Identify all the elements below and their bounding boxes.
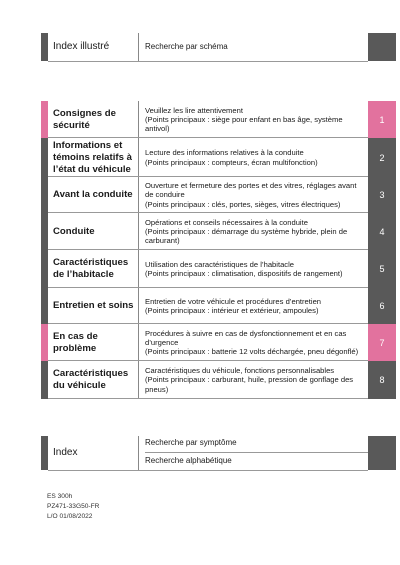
section-description-line: Ouverture et fermeture des portes et des vitres, réglages avant de conduire bbox=[145, 181, 357, 200]
section-title: Caractéristiques de l’habitacle bbox=[53, 257, 129, 280]
section-tab bbox=[41, 177, 48, 213]
section-row[interactable] bbox=[41, 324, 396, 361]
index-link-alpha[interactable]: Recherche alphabétique bbox=[145, 456, 232, 466]
section-tab bbox=[41, 213, 48, 250]
section-number-tab[interactable]: 7 bbox=[368, 324, 396, 361]
section-description-line: Entretien de votre véhicule et procédures d’entretien bbox=[145, 296, 322, 306]
section-description-line: (Points principaux : clés, portes, sièges, vitres électriques) bbox=[145, 199, 341, 209]
index-illustre-number-tab bbox=[368, 33, 396, 61]
section-number-tab[interactable]: 8 bbox=[368, 361, 396, 399]
section-description-line: (Points principaux : siège pour enfant en bas âge, système antivol) bbox=[145, 114, 343, 134]
section-description bbox=[139, 250, 368, 288]
section-row[interactable] bbox=[41, 138, 396, 177]
index-illustre-title: Index illustré bbox=[53, 41, 110, 52]
section-description bbox=[139, 138, 368, 177]
section-row[interactable] bbox=[41, 361, 396, 399]
index-tab bbox=[41, 436, 48, 470]
footer-model: ES 300h bbox=[47, 493, 73, 500]
index-illustre-row[interactable] bbox=[41, 33, 396, 61]
index-links bbox=[139, 436, 368, 470]
section-row[interactable] bbox=[41, 288, 396, 324]
section-description bbox=[139, 101, 368, 138]
footer-code: PZ471-33G50-FR bbox=[47, 503, 100, 510]
section-description-line: Utilisation des caractéristiques de l’habitacle bbox=[145, 259, 294, 269]
section-description-line: (Points principaux : climatisation, dispositifs de rangement) bbox=[145, 269, 343, 278]
section-number-tab[interactable]: 3 bbox=[368, 177, 396, 213]
footer-date: L/O 01/08/2022 bbox=[47, 513, 93, 520]
section-title: Caractéristiques du véhicule bbox=[53, 368, 129, 391]
section-title: Consignes de sécurité bbox=[53, 107, 116, 131]
section-tab bbox=[41, 101, 48, 138]
index-number-tab bbox=[368, 436, 396, 470]
section-description-line: (Points principaux : compteurs, écran multifonction) bbox=[145, 157, 318, 167]
section-title: Informations et témoins relatifs à l’état du véhicule bbox=[53, 139, 132, 175]
section-description-line: (Points principaux : intérieur et extérieur, ampoules) bbox=[145, 306, 319, 315]
section-tab bbox=[41, 361, 48, 399]
section-tab bbox=[41, 250, 48, 288]
index-illustre-rule bbox=[48, 61, 368, 62]
section-description-line: Procédures à suivre en cas de dysfonctionnement et en cas d’urgence bbox=[145, 328, 347, 347]
section-title: Avant la conduite bbox=[53, 189, 133, 200]
section-number-tab[interactable]: 1 bbox=[368, 101, 396, 138]
section-row[interactable] bbox=[41, 213, 396, 250]
section-description bbox=[139, 177, 368, 213]
index-rule bbox=[48, 470, 368, 471]
section-title: En cas de problème bbox=[53, 330, 98, 354]
index-row[interactable] bbox=[41, 436, 396, 470]
section-number-tab[interactable]: 5 bbox=[368, 250, 396, 288]
section-tab bbox=[41, 288, 48, 324]
section-description bbox=[139, 324, 368, 361]
section-description-line: (Points principaux : carburant, huile, pression de gonflage des pneus) bbox=[145, 375, 354, 394]
section-description-line: Opérations et conseils nécessaires à la conduite bbox=[145, 217, 308, 227]
section-tab bbox=[41, 324, 48, 361]
index-link-separator bbox=[145, 452, 368, 453]
section-description-line: Caractéristiques du véhicule, fonctions personnalisables bbox=[145, 366, 335, 376]
section-number-tab[interactable]: 2 bbox=[368, 138, 396, 177]
index-title: Index bbox=[53, 447, 78, 458]
section-description-line: (Points principaux : démarrage du système hybride, plein de carburant) bbox=[145, 226, 348, 246]
section-title: Entretien et soins bbox=[53, 300, 134, 311]
section-description bbox=[139, 213, 368, 250]
index-illustre-link[interactable]: Recherche par schéma bbox=[145, 42, 228, 52]
section-description-line: Lecture des informations relatives à la conduite bbox=[145, 148, 304, 158]
section-rule bbox=[48, 398, 368, 399]
section-description bbox=[139, 288, 368, 324]
section-title: Conduite bbox=[53, 225, 95, 237]
section-number-tab[interactable]: 6 bbox=[368, 288, 396, 324]
section-tab bbox=[41, 138, 48, 177]
section-row[interactable] bbox=[41, 101, 396, 138]
index-link-symptom[interactable]: Recherche par symptôme bbox=[145, 438, 237, 447]
section-description bbox=[139, 361, 368, 399]
section-description-line: (Points principaux : batterie 12 volts déchargée, pneu dégonflé) bbox=[145, 347, 359, 357]
section-row[interactable] bbox=[41, 177, 396, 213]
section-number-tab[interactable]: 4 bbox=[368, 213, 396, 250]
section-row[interactable] bbox=[41, 250, 396, 288]
footer bbox=[47, 492, 99, 522]
section-description-line: Veuillez les lire attentivement bbox=[145, 105, 243, 115]
index-illustre-tab bbox=[41, 33, 48, 61]
